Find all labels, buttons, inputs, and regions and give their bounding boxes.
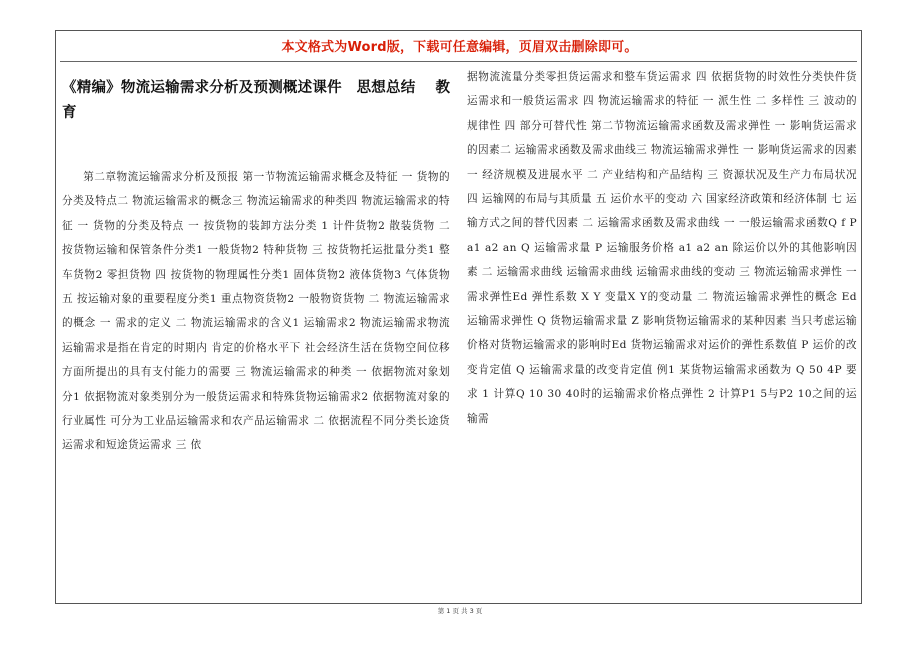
header-divider — [60, 61, 857, 62]
left-column — [62, 71, 450, 601]
document-page — [55, 30, 862, 604]
left-column-text: 第二章物流运输需求分析及预报 第一节物流运输需求概念及特征 一 货物的分类及特点二 物流运输需求的概念三 物流运输需求的种类四 物流运输需求的特征 一 货物的分类及特点 一 按货物的装卸方法分类 1 计件货物2 散装货物 二 按货物运输和保管条件分类1 一般货物2 特种货物 三 按货物托运批量分类1 整车货物2 零担货物 四 按货物的物理属性分类1 固体货物2 液体货物3 气体货物 五 按运输对象的重要程度分类1 重点物资货物2 一般物资货物 二 物流运输需求的概念 一 需求的定义 二 物流运输需求的含义1 运输需求2 物流运输需求物流运输需求是指在肯定的时期内 肯定的价格水平下 社会经济生活在货物空间位移方面所提出的具有支付能力的需要 三 物流运输需求的种类 一 依据物流对象划分1 依据物流对象类别分为一般货运需求和特殊货物运输需求2 依据物流对象的行业属性 可分为工业品运输需求和农产品运输需求 二 依据流程不同分类长途货运需求和短途货运需求 三 依 — [62, 171, 450, 452]
page-footer: 第 1 页 共 3 页 — [437, 607, 483, 615]
header-notice: 本文格式为Word版，下载可任意编辑，页眉双击删除即可。 — [281, 40, 638, 55]
document-title: 《精编》物流运输需求分析及预测概述课件 思想总结 教育 — [62, 79, 450, 121]
right-column-text: 据物流流量分类零担货运需求和整车货运需求 四 依据货物的时效性分类快件货运需求和一般货运需求 四 物流运输需求的特征 一 派生性 二 多样性 三 波动的规律性 四 部分可替代性 第二节物流运输需求函数及需求弹性 一 影响货运需求的因素二 运输需求函数及需求曲线三 物流运输需求弹性 一 影响货运需求的因素 一 经济规模及进展水平 二 产业结构和产品结构 三 资源状况及生产力布局状况 四 运输网的布局与其质量 五 运价水平的变动 六 国家经济政策和经济体制 七 运输方式之间的替代因素 二 运输需求函数及需求曲线 一 一般运输需求函数Q f P a1 a2 an Q 运输需求量 P 运输服务价格 a1 a2 an 除运价以外的其他影响因素 二 运输需求曲线 运输需求曲线 运输需求曲线的变动 三 物流运输需求弹性 一 需求弹性Ed 弹性系数 X Y 变量X Y的变动量 二 物流运输需求弹性的概念 Ed 运输需求弹性 Q 货物运输需求量 Z 影响货物运输需求的某种因素 当只考虑运输价格对货物运输需求的影响时Ed 货物运输需求对运价的弹性系数值 P 运价的改变肯定值 Q 运输需求量的改变肯定值 例1 某货物运输需求函数为 Q 50 4P 要求 1 计算Q 10 30 40时的运输需求价格点弹性 2 计算P1 5与P2 10之间的运输需 — [467, 71, 857, 425]
right-column — [467, 65, 857, 601]
